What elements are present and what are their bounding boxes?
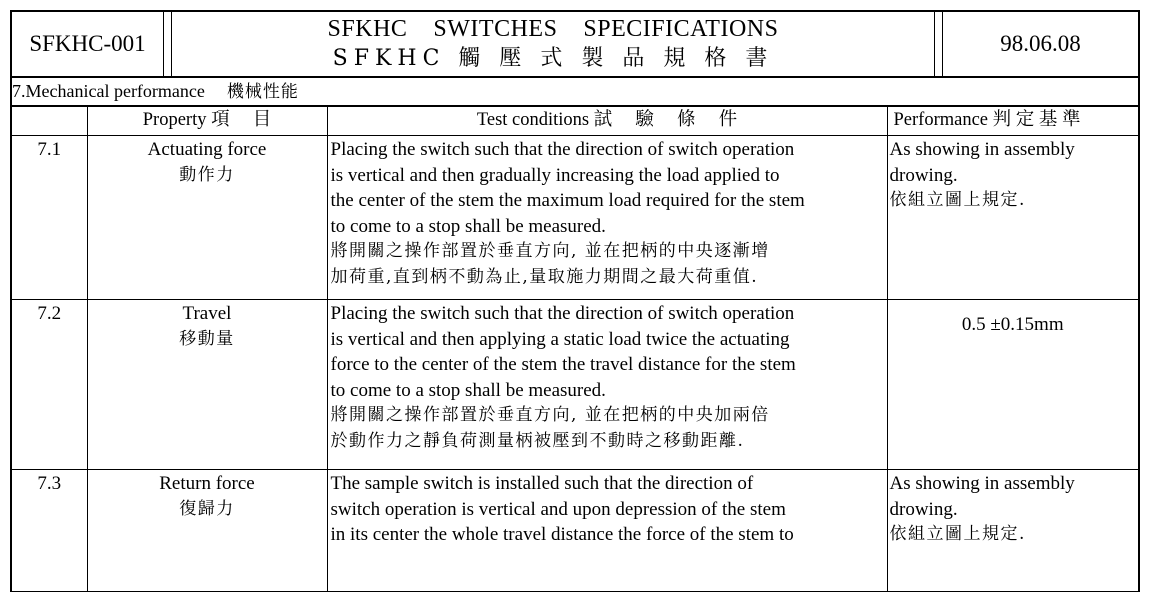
column-header-property-label: Property 項 目 — [142, 110, 272, 130]
test-line-chinese: 加荷重,直到柄不動為止,量取施力期間之最大荷重值. — [330, 266, 759, 287]
column-header-performance-label: Performance 判 定 基 準 — [893, 110, 1081, 130]
item-number: 7.1 — [11, 136, 87, 300]
property-chinese: 動作力 — [179, 164, 235, 185]
property-english: Actuating force — [147, 139, 267, 160]
item-number: 7.2 — [11, 300, 87, 470]
table-row — [11, 470, 1139, 592]
test-line: to come to a stop shall be measured. — [330, 215, 606, 237]
performance-cell — [887, 136, 1139, 300]
property-cell — [87, 300, 327, 470]
performance-line: drowing. — [889, 164, 958, 186]
performance-value: 0.5 ±0.15mm — [961, 314, 1064, 335]
column-header-performance — [887, 107, 1139, 136]
spec-table — [10, 106, 1140, 592]
title-english: SFKHC SWITCHES SPECIFICATIONS — [327, 16, 779, 42]
section-title-english: 7.Mechanical performance — [12, 81, 205, 101]
document-date: 98.06.08 — [942, 12, 1138, 76]
table-header-row — [11, 107, 1139, 136]
test-conditions-cell — [327, 300, 887, 470]
test-line: Placing the switch such that the direction of switch operation — [330, 139, 795, 160]
section-heading — [10, 78, 1140, 106]
table-row — [11, 136, 1139, 300]
property-cell — [87, 470, 327, 592]
title-chinese: SFKHC 觸 壓 式 製 品 規 格 書 — [332, 46, 774, 71]
test-line: switch operation is vertical and upon depression of the stem — [330, 498, 786, 520]
test-line-chinese: 於動作力之靜負荷測量柄被壓到不動時之移動距離. — [330, 430, 745, 451]
test-conditions-cell — [327, 470, 887, 592]
test-line-chinese: 將開關之操作部置於垂直方向, 並在把柄的中央加兩倍 — [330, 405, 770, 426]
header-divider — [164, 12, 172, 76]
performance-line-chinese: 依組立圖上規定. — [889, 190, 1026, 211]
item-number: 7.3 — [11, 470, 87, 592]
column-header-test — [327, 107, 887, 136]
test-line: Placing the switch such that the direction of switch operation — [330, 303, 795, 324]
test-line: The sample switch is installed such that the direction of — [330, 473, 754, 494]
property-cell — [87, 136, 327, 300]
column-header-no — [11, 107, 87, 136]
performance-line: As showing in assembly — [889, 139, 1075, 160]
property-chinese: 復歸力 — [179, 498, 235, 519]
performance-cell — [887, 470, 1139, 592]
column-header-test-label: Test conditions 試 驗 條 件 — [476, 110, 738, 130]
property-english: Return force — [159, 473, 255, 494]
test-line: is vertical and then gradually increasing the load applied to — [330, 164, 780, 186]
test-line: is vertical and then applying a static load twice the actuating — [330, 328, 790, 350]
document-code: SFKHC-001 — [12, 12, 164, 76]
test-line: force to the center of the stem the travel distance for the stem — [330, 354, 796, 376]
column-header-property — [87, 107, 327, 136]
performance-line-chinese: 依組立圖上規定. — [889, 524, 1026, 545]
test-line: to come to a stop shall be measured. — [330, 379, 606, 401]
test-line-chinese: 將開關之操作部置於垂直方向, 並在把柄的中央逐漸增 — [330, 241, 770, 262]
header-divider — [934, 12, 942, 76]
section-title-chinese: 機械性能 — [226, 82, 299, 102]
test-line: in its center the whole travel distance the force of the stem to — [330, 524, 794, 546]
test-line: the center of the stem the maximum load required for the stem — [330, 190, 805, 212]
performance-line: As showing in assembly — [889, 473, 1075, 494]
property-english: Travel — [182, 303, 232, 324]
property-chinese: 移動量 — [179, 328, 235, 349]
performance-cell — [887, 300, 1139, 470]
document-header — [10, 10, 1140, 78]
test-conditions-cell — [327, 136, 887, 300]
performance-line: drowing. — [889, 498, 958, 520]
table-row — [11, 300, 1139, 470]
document-title — [172, 12, 934, 76]
